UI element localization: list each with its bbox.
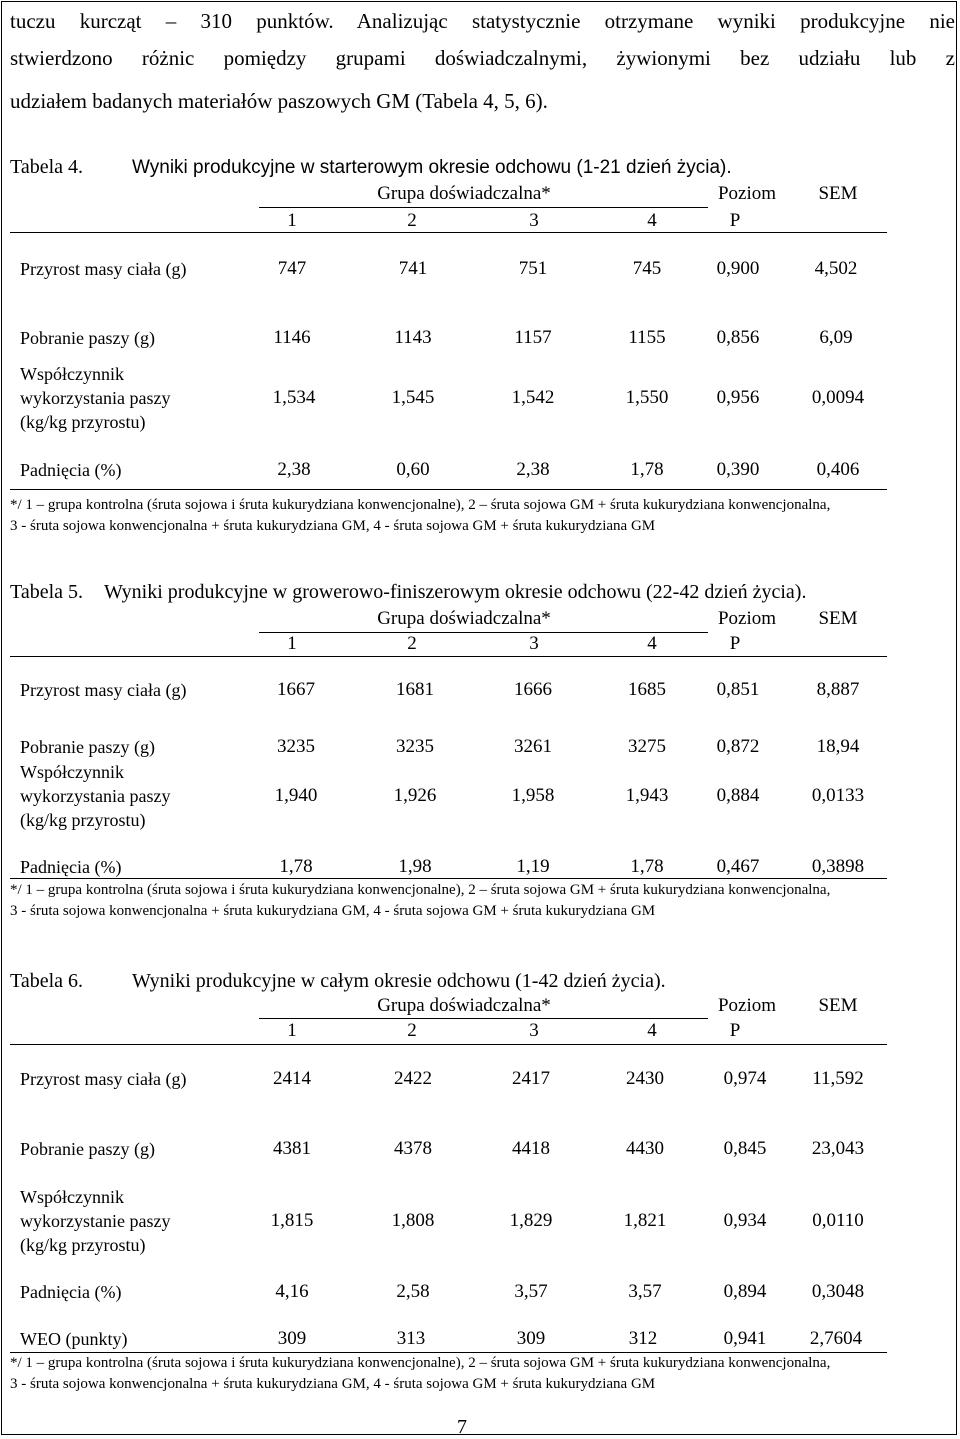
t6-row5-g1: 309 bbox=[277, 1328, 307, 1349]
t6-row3-label-1: Współczynnik bbox=[20, 1187, 124, 1207]
t4-footnote-1: */ 1 – grupa kontrolna (śruta sojowa i śruta kukurydziana konwencjonalne), 2 – śruta sojowa GM + śruta kukurydziana konwencjonalna, bbox=[10, 497, 831, 513]
t6-row1-g4: 2430 bbox=[626, 1068, 664, 1089]
table6-title: Wyniki produkcyjne w całym okresie odchowu (1-42 dzień życia). bbox=[132, 970, 666, 992]
t5-row4-p: 0,467 bbox=[716, 856, 760, 877]
t4-row4-sem: 0,406 bbox=[816, 459, 860, 480]
t5-header-g4: 4 bbox=[647, 633, 657, 654]
t4-row4-g4: 1,78 bbox=[630, 459, 664, 480]
t5-row2-g3: 3261 bbox=[514, 736, 552, 757]
t6-row2-g3: 4418 bbox=[512, 1138, 550, 1159]
t5-bottom-rule bbox=[10, 878, 887, 879]
table6-label: Tabela 6. bbox=[10, 970, 84, 992]
t6-row5-g4: 312 bbox=[628, 1328, 658, 1349]
t6-row4-g1: 4,16 bbox=[275, 1281, 309, 1302]
t6-row2-g4: 4430 bbox=[626, 1138, 664, 1159]
intro-line-1: tuczu kurcząt – 310 punktów. Analizując statystycznie otrzymane wyniki produkcyjne nie bbox=[10, 9, 955, 33]
t6-row3-p: 0,934 bbox=[723, 1210, 767, 1231]
t4-row2-g2: 1143 bbox=[394, 327, 432, 348]
t4-row4-g3: 2,38 bbox=[516, 459, 550, 480]
t4-row1-label: Przyrost masy ciała (g) bbox=[20, 259, 187, 279]
t5-row3-g4: 1,943 bbox=[625, 785, 669, 806]
t5-row3-g1: 1,940 bbox=[274, 785, 318, 806]
t5-row1-g1: 1667 bbox=[277, 679, 315, 700]
t5-row3-sem: 0,0133 bbox=[811, 785, 865, 806]
t4-row2-sem: 6,09 bbox=[819, 327, 853, 348]
t6-header-rule bbox=[10, 1044, 887, 1045]
t5-row1-g3: 1666 bbox=[514, 679, 552, 700]
t6-header-p: P bbox=[729, 1020, 741, 1041]
t4-row3-g1: 1,534 bbox=[272, 387, 316, 408]
t4-footnote-2: 3 - śruta sojowa konwencjonalna + śruta kukurydziana GM, 4 - śruta sojowa GM + śruta kukurydziana GM bbox=[10, 518, 656, 534]
t4-row3-label-2: wykorzystania paszy bbox=[20, 388, 171, 408]
table4-label: Tabela 4. bbox=[10, 156, 84, 178]
t6-row3-sem: 0,0110 bbox=[812, 1210, 864, 1231]
t5-header-sem: SEM bbox=[818, 608, 858, 629]
t5-group-underline bbox=[259, 632, 708, 633]
t5-footnote-2: 3 - śruta sojowa konwencjonalna + śruta kukurydziana GM, 4 - śruta sojowa GM + śruta kukurydziana GM bbox=[10, 903, 656, 919]
t6-row5-label: WEO (punkty) bbox=[20, 1329, 128, 1349]
t6-row1-g1: 2414 bbox=[273, 1068, 311, 1089]
t5-row4-g4: 1,78 bbox=[630, 856, 664, 877]
t6-row3-label-3: (kg/kg przyrostu) bbox=[20, 1235, 146, 1255]
t5-header-p: P bbox=[729, 633, 741, 654]
t5-row4-g2: 1,98 bbox=[398, 856, 432, 877]
t5-row1-g4: 1685 bbox=[628, 679, 666, 700]
table4-title: Wyniki produkcyjne w starterowym okresie odchowu (1-21 dzień życia). bbox=[132, 157, 732, 178]
t5-row1-sem: 8,887 bbox=[816, 679, 860, 700]
intro-line-2: stwierdzono różnic pomiędzy grupami doświadczalnymi, żywionymi bez udziału lub z bbox=[10, 46, 955, 70]
t6-row1-label: Przyrost masy ciała (g) bbox=[20, 1069, 187, 1089]
t6-footnote-2: 3 - śruta sojowa konwencjonalna + śruta kukurydziana GM, 4 - śruta sojowa GM + śruta kukurydziana GM bbox=[10, 1376, 656, 1392]
t4-row4-g1: 2,38 bbox=[277, 459, 311, 480]
t4-row2-g1: 1146 bbox=[273, 327, 311, 348]
t6-row2-p: 0,845 bbox=[723, 1138, 767, 1159]
t4-row1-sem: 4,502 bbox=[814, 258, 858, 279]
t5-row3-label-1: Współczynnik bbox=[20, 762, 124, 782]
t6-row1-g3: 2417 bbox=[512, 1068, 550, 1089]
t6-row3-g2: 1,808 bbox=[391, 1210, 435, 1231]
t5-row2-g1: 3235 bbox=[277, 736, 315, 757]
t4-row4-label: Padnięcia (%) bbox=[20, 460, 122, 480]
t4-row1-g3: 751 bbox=[518, 258, 548, 279]
t6-row5-p: 0,941 bbox=[723, 1328, 767, 1349]
t4-row3-g4: 1,550 bbox=[625, 387, 669, 408]
t4-row1-p: 0,900 bbox=[716, 258, 760, 279]
t6-header-poziom: Poziom bbox=[717, 995, 777, 1016]
t4-row2-g3: 1157 bbox=[514, 327, 552, 348]
t5-row3-g2: 1,926 bbox=[393, 785, 437, 806]
t5-footnote-1: */ 1 – grupa kontrolna (śruta sojowa i śruta kukurydziana konwencjonalne), 2 – śruta sojowa GM + śruta kukurydziana konwencjonalna, bbox=[10, 882, 831, 898]
t6-row3-g1: 1,815 bbox=[270, 1210, 314, 1231]
t6-footnote-1: */ 1 – grupa kontrolna (śruta sojowa i śruta kukurydziana konwencjonalne), 2 – śruta sojowa GM + śruta kukurydziana konwencjonalna, bbox=[10, 1355, 831, 1371]
t6-row4-g3: 3,57 bbox=[514, 1281, 548, 1302]
t6-header-g4: 4 bbox=[647, 1020, 657, 1041]
t4-row3-sem: 0,0094 bbox=[811, 387, 865, 408]
t6-row4-label: Padnięcia (%) bbox=[20, 1282, 122, 1302]
t4-row1-g4: 745 bbox=[632, 258, 662, 279]
t6-row1-g2: 2422 bbox=[394, 1068, 432, 1089]
t4-row3-p: 0,956 bbox=[716, 387, 760, 408]
t4-group-underline bbox=[259, 207, 708, 208]
t6-header-g3: 3 bbox=[529, 1020, 539, 1041]
t5-row3-p: 0,884 bbox=[716, 785, 760, 806]
t6-row3-g3: 1,829 bbox=[509, 1210, 553, 1231]
t4-row4-g2: 0,60 bbox=[396, 459, 430, 480]
t6-header-g2: 2 bbox=[407, 1020, 417, 1041]
t4-bottom-rule bbox=[10, 489, 887, 490]
t5-row2-sem: 18,94 bbox=[816, 736, 860, 757]
t5-row4-g1: 1,78 bbox=[279, 856, 313, 877]
t6-group-underline bbox=[259, 1018, 708, 1019]
t4-header-g1: 1 bbox=[287, 210, 297, 231]
intro-line-3: udziałem badanych materiałów paszowych GM (Tabela 4, 5, 6). bbox=[10, 89, 548, 113]
t6-row4-sem: 0,3048 bbox=[811, 1281, 865, 1302]
t6-row4-g4: 3,57 bbox=[628, 1281, 662, 1302]
t6-row5-g2: 313 bbox=[396, 1328, 426, 1349]
t5-row4-g3: 1,19 bbox=[516, 856, 550, 877]
t6-header-g1: 1 bbox=[287, 1020, 297, 1041]
t6-row3-g4: 1,821 bbox=[623, 1210, 667, 1231]
t4-header-g4: 4 bbox=[647, 210, 657, 231]
t4-row2-label: Pobranie paszy (g) bbox=[20, 328, 155, 348]
t5-row3-label-2: wykorzystania paszy bbox=[20, 786, 171, 806]
t6-row3-label-2: wykorzystanie paszy bbox=[20, 1211, 171, 1231]
t4-row1-g2: 741 bbox=[398, 258, 428, 279]
t6-row1-sem: 11,592 bbox=[812, 1068, 864, 1089]
t5-row1-label: Przyrost masy ciała (g) bbox=[20, 680, 187, 700]
t6-header-sem: SEM bbox=[818, 995, 858, 1016]
t6-row2-g2: 4378 bbox=[394, 1138, 432, 1159]
t4-row3-g2: 1,545 bbox=[391, 387, 435, 408]
t4-row3-label-1: Współczynnik bbox=[20, 364, 124, 384]
t5-header-g3: 3 bbox=[529, 633, 539, 654]
t5-row4-label: Padnięcia (%) bbox=[20, 857, 122, 877]
page-number: 7 bbox=[457, 1416, 467, 1438]
t6-row4-p: 0,894 bbox=[723, 1281, 767, 1302]
t6-row5-sem: 2,7604 bbox=[809, 1328, 863, 1349]
t4-header-group: Grupa doświadczalna* bbox=[377, 183, 551, 204]
t5-header-g1: 1 bbox=[287, 633, 297, 654]
t5-row1-p: 0,851 bbox=[716, 679, 760, 700]
t5-header-group: Grupa doświadczalna* bbox=[377, 608, 551, 629]
t4-header-poziom: Poziom bbox=[717, 183, 777, 204]
t6-row2-sem: 23,043 bbox=[811, 1138, 865, 1159]
t4-row2-g4: 1155 bbox=[628, 327, 666, 348]
t4-row1-g1: 747 bbox=[277, 258, 307, 279]
t4-header-g3: 3 bbox=[529, 210, 539, 231]
t5-row2-g4: 3275 bbox=[628, 736, 666, 757]
t6-row4-g2: 2,58 bbox=[396, 1281, 430, 1302]
t5-row3-g3: 1,958 bbox=[511, 785, 555, 806]
table5-title: Wyniki produkcyjne w growerowo-finiszerowym okresie odchowu (22-42 dzień życia). bbox=[104, 581, 807, 603]
t5-header-g2: 2 bbox=[407, 633, 417, 654]
table5-label: Tabela 5. bbox=[10, 581, 84, 603]
t6-row5-g3: 309 bbox=[516, 1328, 546, 1349]
t4-header-p: P bbox=[729, 210, 741, 231]
t5-row4-sem: 0,3898 bbox=[811, 856, 865, 877]
t5-row2-g2: 3235 bbox=[396, 736, 434, 757]
t5-header-rule bbox=[10, 656, 887, 657]
t5-header-poziom: Poziom bbox=[717, 608, 777, 629]
t4-header-rule bbox=[10, 232, 887, 233]
t5-row2-p: 0,872 bbox=[716, 736, 760, 757]
t6-header-group: Grupa doświadczalna* bbox=[377, 995, 551, 1016]
t4-row3-label-3: (kg/kg przyrostu) bbox=[20, 412, 146, 432]
t6-row1-p: 0,974 bbox=[723, 1068, 767, 1089]
t6-row2-g1: 4381 bbox=[273, 1138, 311, 1159]
t5-row1-g2: 1681 bbox=[396, 679, 434, 700]
t4-header-g2: 2 bbox=[407, 210, 417, 231]
t5-row3-label-3: (kg/kg przyrostu) bbox=[20, 810, 146, 830]
t4-row4-p: 0,390 bbox=[716, 459, 760, 480]
t4-row3-g3: 1,542 bbox=[511, 387, 555, 408]
t4-header-sem: SEM bbox=[818, 183, 858, 204]
t6-row2-label: Pobranie paszy (g) bbox=[20, 1139, 155, 1159]
t4-row2-p: 0,856 bbox=[716, 327, 760, 348]
t5-row2-label: Pobranie paszy (g) bbox=[20, 737, 155, 757]
